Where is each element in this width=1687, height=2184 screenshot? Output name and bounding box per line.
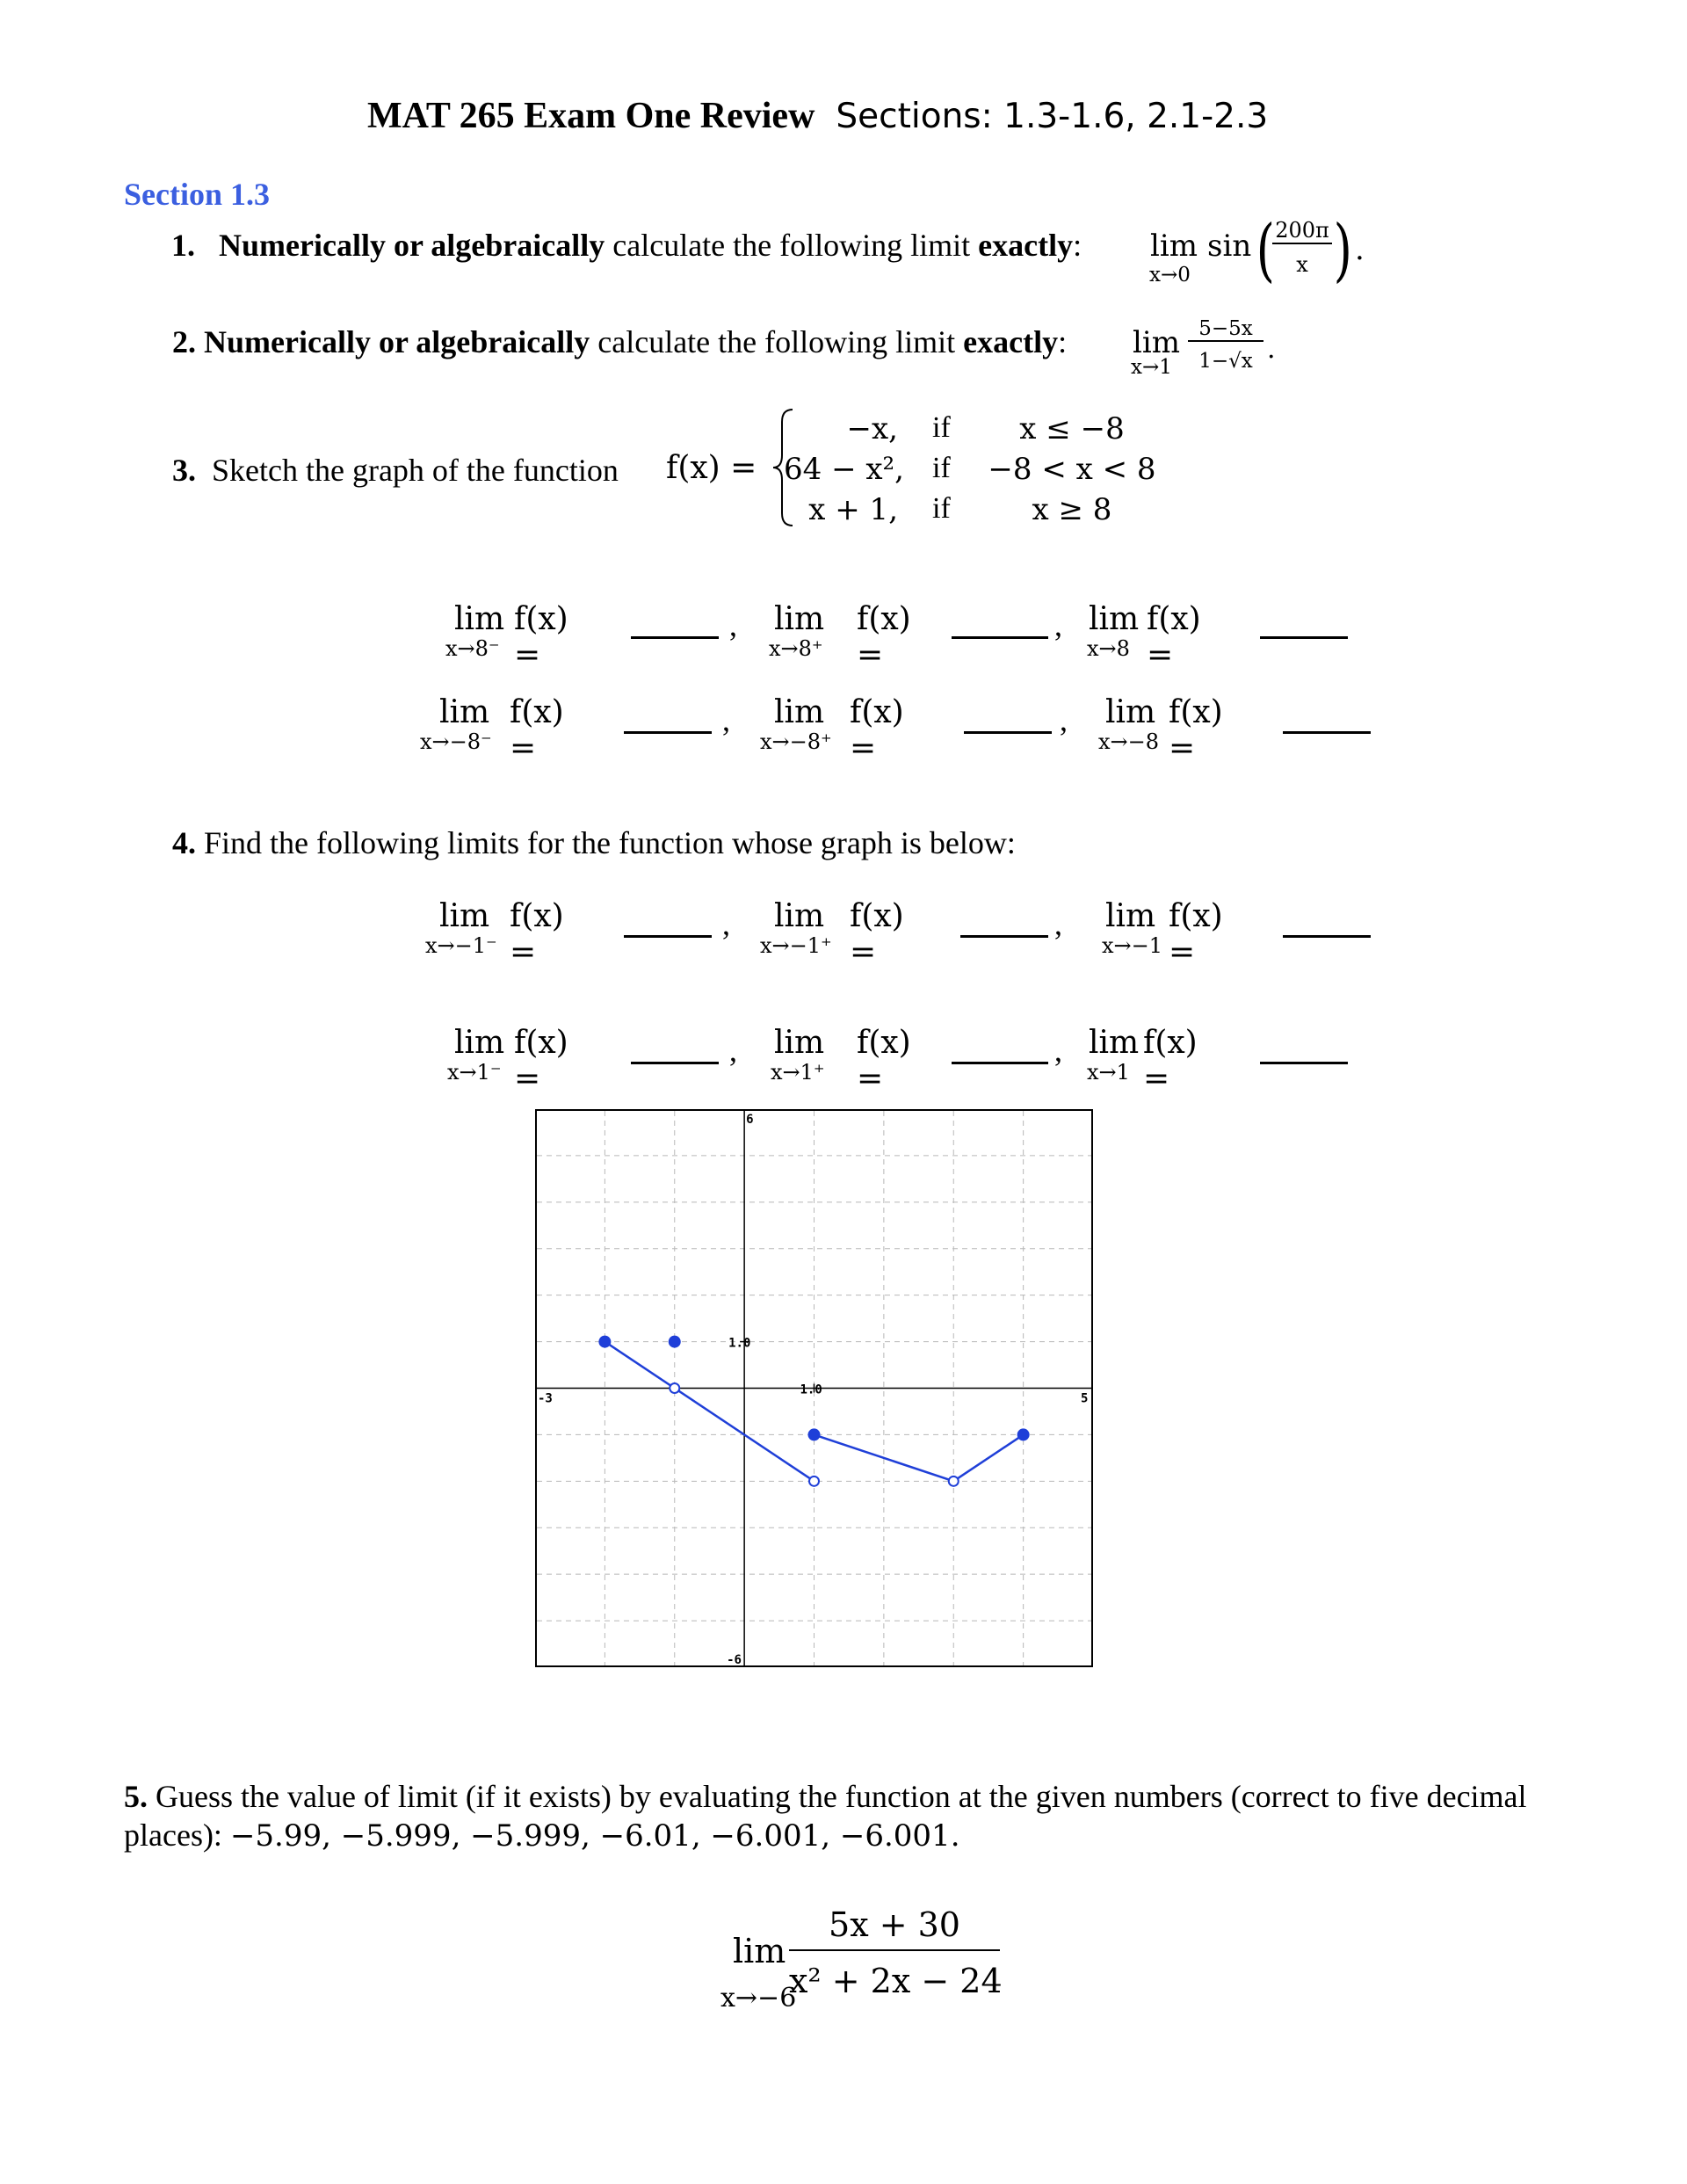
q3-piece-2-if: if <box>932 452 951 484</box>
lim-word: lim <box>454 601 505 637</box>
lim-sub: x→−1 <box>1102 933 1163 958</box>
lim-sub: x→1⁻ <box>447 1060 502 1085</box>
q2-exactly: exactly <box>963 324 1059 359</box>
tick-label-y-one: 1.0 <box>728 1336 751 1351</box>
q4-number: 4. <box>172 825 196 860</box>
lim-fx: f(x) = <box>1147 601 1201 673</box>
separator-comma: , <box>1054 607 1062 642</box>
answer-blank[interactable] <box>624 731 712 734</box>
lim-fx: f(x) = <box>850 898 904 970</box>
tick-label-x-min: -3 <box>538 1391 553 1406</box>
lim-word: lim <box>439 694 490 730</box>
answer-blank[interactable] <box>624 935 712 938</box>
q3-piece-2-cond: −8 < x < 8 <box>988 452 1156 487</box>
lim-word: lim <box>774 1025 825 1061</box>
lim-word: lim <box>439 898 490 934</box>
separator-comma: , <box>1054 906 1062 941</box>
separator-comma: , <box>722 906 730 941</box>
lim-fx: f(x) = <box>514 1025 568 1097</box>
separator-comma: , <box>722 702 730 737</box>
lim-fx: f(x) = <box>514 601 568 673</box>
answer-blank[interactable] <box>1283 731 1371 734</box>
q3-piece-3-expr: x + 1, <box>808 492 898 527</box>
q3-piece-1-expr: −x, <box>846 411 898 446</box>
tick-label-y-max: 6 <box>746 1113 754 1127</box>
separator-comma: , <box>729 607 737 642</box>
tick-label-x-one: 1.0 <box>800 1382 822 1397</box>
q5-denominator: x² + 2x − 24 <box>789 1962 1003 2000</box>
q1-numerator: 200π <box>1272 218 1332 244</box>
q3-fx: f(x) = <box>666 450 757 486</box>
tick-label-y-min: -6 <box>727 1653 742 1667</box>
q3-piece-1-cond: x ≤ −8 <box>1019 411 1125 446</box>
lim-word: lim <box>1089 1025 1140 1061</box>
q1-paren-left: ( <box>1256 211 1275 290</box>
q3-text: Sketch the graph of the function <box>212 453 619 488</box>
answer-blank[interactable] <box>960 935 1048 938</box>
lim-fx: f(x) = <box>850 694 904 766</box>
graph-closed-point <box>1017 1429 1029 1440</box>
lim-sub: x→−1⁻ <box>425 933 497 958</box>
answer-blank[interactable] <box>964 731 1052 734</box>
sections-range: Sections: 1.3-1.6, 2.1-2.3 <box>836 97 1269 136</box>
q1-sin: sin <box>1207 229 1252 264</box>
answer-blank[interactable] <box>1260 636 1348 639</box>
q1-period: . <box>1355 232 1365 267</box>
answer-blank[interactable] <box>631 1062 719 1064</box>
answer-blank[interactable] <box>952 1062 1048 1064</box>
graph-closed-point <box>599 1336 611 1347</box>
q2-lim-sub: x→1 <box>1131 356 1172 379</box>
graph-closed-point <box>669 1336 680 1347</box>
lim-word: lim <box>1105 694 1156 730</box>
graph-closed-point <box>808 1429 820 1440</box>
q2-bold-instruction: Numerically or algebraically <box>204 324 590 359</box>
graph-open-point <box>670 1383 679 1393</box>
lim-fx: f(x) = <box>1169 694 1223 766</box>
graph-open-point <box>809 1477 819 1486</box>
separator-comma: , <box>1054 1033 1062 1068</box>
q1-colon: : <box>1073 228 1082 263</box>
separator-comma: , <box>1060 702 1068 737</box>
tick-label-x-max: 5 <box>1081 1391 1089 1406</box>
q1-exactly: exactly <box>978 228 1074 263</box>
lim-sub: x→−8 <box>1098 729 1160 754</box>
q1-lim-sub: x→0 <box>1149 264 1191 287</box>
lim-sub: x→8 <box>1087 636 1130 661</box>
lim-fx: f(x) = <box>857 601 911 673</box>
answer-blank[interactable] <box>631 636 719 639</box>
q2-number: 2. <box>172 324 196 359</box>
answer-blank[interactable] <box>1283 935 1371 938</box>
lim-word: lim <box>454 1025 505 1061</box>
lim-sub: x→1⁺ <box>771 1060 825 1085</box>
lim-word: lim <box>1105 898 1156 934</box>
section-heading: Section 1.3 <box>124 177 270 212</box>
q2-period: . <box>1267 334 1276 365</box>
q1-lim: lim <box>1150 229 1198 264</box>
q1-number: 1. <box>171 228 195 263</box>
q3-piece-1-if: if <box>932 411 951 444</box>
q4-text: Find the following limits for the function whose graph is below: <box>204 825 1016 860</box>
course-title: MAT 265 Exam One Review <box>367 96 815 136</box>
question-2 <box>172 323 1067 360</box>
question-5 <box>124 1777 1565 1855</box>
answer-blank[interactable] <box>952 636 1048 639</box>
question-3 <box>172 452 619 489</box>
q5-lim: lim <box>733 1932 786 1970</box>
graph-open-point <box>949 1477 959 1486</box>
q2-colon: : <box>1058 324 1068 359</box>
q5-numerator: 5x + 30 <box>789 1905 1000 1951</box>
lim-fx: f(x) = <box>510 694 564 766</box>
lim-sub: x→−8⁺ <box>760 729 832 754</box>
q3-piece-2-expr: 64 − x², <box>784 452 904 487</box>
lim-word: lim <box>774 694 825 730</box>
q1-bold-instruction: Numerically or algebraically <box>219 228 605 263</box>
lim-fx: f(x) = <box>1169 898 1223 970</box>
q2-numerator: 5−5x <box>1188 317 1263 342</box>
q3-piece-3-cond: x ≥ 8 <box>1032 492 1112 527</box>
q2-text: calculate the following limit <box>597 324 956 359</box>
q3-number: 3. <box>172 453 196 488</box>
q1-text: calculate the following limit <box>612 228 971 263</box>
separator-comma: , <box>729 1033 737 1068</box>
function-graph <box>535 1109 1093 1667</box>
question-4 <box>172 824 1016 861</box>
question-1 <box>171 227 1082 264</box>
lim-sub: x→−1⁺ <box>760 933 832 958</box>
q5-text: Guess the value of limit (if it exists) by evaluating the function at the given numbers (correct to five decimal places): <box>124 1779 1527 1853</box>
lim-sub: x→−8⁻ <box>420 729 492 754</box>
q3-piece-3-if: if <box>932 492 951 525</box>
lim-sub: x→1 <box>1087 1060 1130 1085</box>
answer-blank[interactable] <box>1260 1062 1348 1064</box>
q5-values: −5.99, −5.999, −5.999, −6.01, −6.001, −6.001. <box>229 1818 960 1854</box>
lim-word: lim <box>1089 601 1140 637</box>
q5-lim-sub: x→−6 <box>720 1983 797 2013</box>
lim-fx: f(x) = <box>857 1025 911 1097</box>
lim-word: lim <box>774 898 825 934</box>
lim-fx: f(x) = <box>1143 1025 1198 1097</box>
q5-number: 5. <box>124 1779 148 1814</box>
q2-denominator: 1−√x <box>1198 350 1253 373</box>
q2-lim: lim <box>1133 325 1180 360</box>
q1-denominator: x <box>1296 252 1308 277</box>
q1-paren-right: ) <box>1333 211 1352 290</box>
lim-sub: x→8⁺ <box>769 636 823 661</box>
lim-sub: x→8⁻ <box>445 636 500 661</box>
page-title <box>367 95 1268 137</box>
lim-fx: f(x) = <box>510 898 564 970</box>
lim-word: lim <box>774 601 825 637</box>
